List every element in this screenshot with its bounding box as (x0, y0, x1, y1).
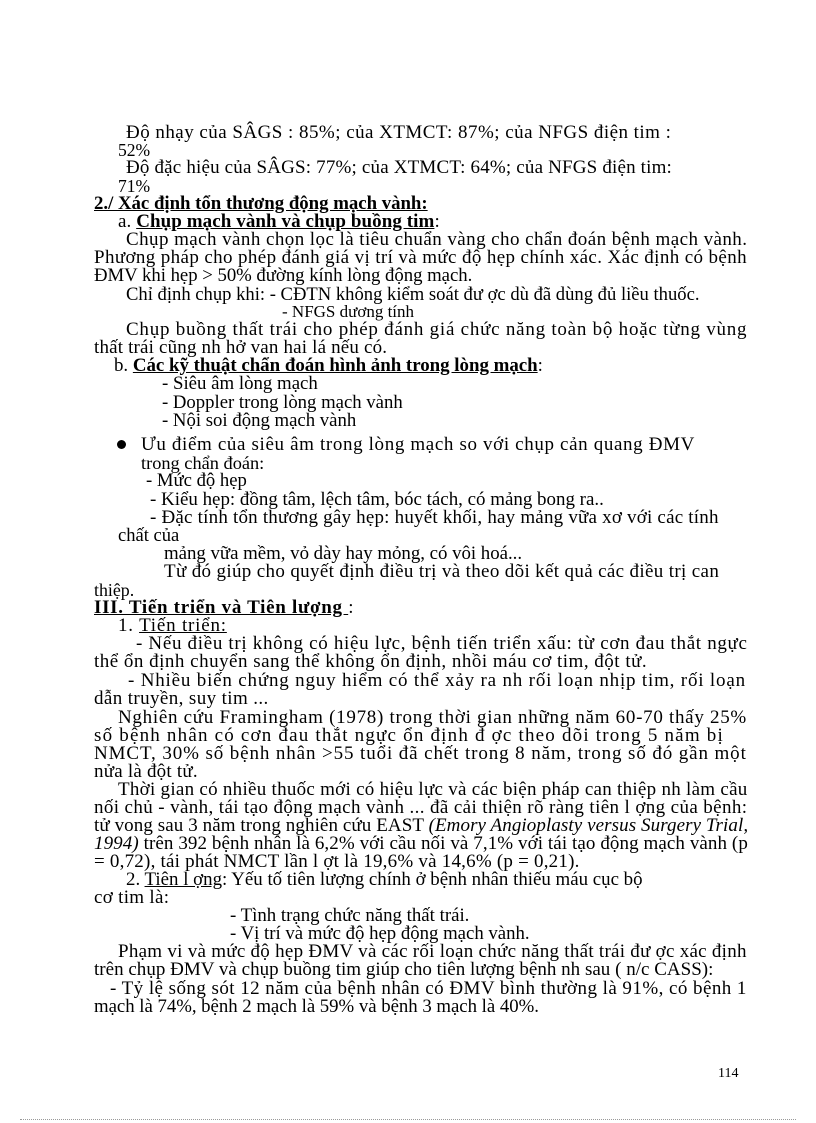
text-line: 52% (118, 140, 151, 160)
text-line: Ưu điểm của siêu âm trong lòng mạch so với chụp cản quang ĐMV (141, 434, 695, 455)
text-line: Chụp mạch vành chọn lọc là tiêu chuẩn vàng cho chẩn đoán bệnh mạch vành. (126, 229, 748, 250)
text-line: 2./ Xác định tổn thương động mạch vành: (94, 193, 428, 214)
text-line: - Tình trạng chức năng thất trái. (230, 905, 470, 926)
text-segment: Các kỹ thuật chẩn đoán hình ảnh trong lòng mạch (132, 355, 538, 376)
text-line: trên chụp ĐMV và chụp buồng tim giúp cho tiên lượng bệnh nh sau ( n/c CASS): (94, 959, 714, 980)
text-segment: Tiến triển: (139, 615, 227, 636)
text-line: mạch là 74%, bệnh 2 mạch là 59% và bệnh 3 mạch là 40%. (94, 996, 539, 1017)
text-line: - Đặc tính tổn thương gây hẹp: huyết khối, hay mảng vữa xơ với các tính (150, 507, 719, 528)
text-line: 71% (118, 176, 151, 196)
text-line: cơ tim là: (94, 887, 170, 908)
text-line: - Mức độ hẹp (146, 470, 247, 491)
text-line: - Tỷ lệ sống sót 12 năm của bệnh nhân có ĐMV bình thường là 91%, có bệnh 1 (110, 978, 747, 999)
text-line: - Nội soi động mạch vành (162, 410, 357, 431)
text-line: dẫn truyền, suy tim ... (94, 688, 269, 709)
text-segment: 2. (126, 869, 145, 890)
text-segment: Tiên l ợng (144, 869, 223, 890)
text-line: nối chủ - vành, tái tạo động mạch vành ... đã cải thiện rõ ràng tiên l ợng của bệnh: (94, 797, 748, 818)
text-segment: tử vong sau 3 năm trong nghiên cứu EAST (94, 815, 429, 836)
page-number: 114 (718, 1066, 739, 1081)
text-segment: : (434, 211, 440, 232)
text-line: Phương pháp cho phép đánh giá vị trí và mức độ hẹp chính xác. Xác định có bệnh (94, 247, 747, 268)
text-line: số bệnh nhân có cơn đau thắt ngực ổn định đ ợc theo dõi trong 5 năm bị (94, 725, 724, 746)
text-line: - Nhiều biến chứng nguy hiểm có thể xảy ra nh rối loạn nhịp tim, rối loạn (128, 670, 746, 691)
page-bottom-border (20, 1119, 796, 1120)
text-segment: a. (118, 211, 137, 232)
text-line (126, 871, 643, 889)
text-line: mảng vữa mềm, vỏ dày hay mỏng, có vôi hoá... (164, 543, 523, 564)
text-line: - Kiểu hẹp: đồng tâm, lệch tâm, bóc tách, có mảng bong ra.. (150, 489, 604, 510)
text-line: nửa là đột tử. (94, 761, 198, 782)
text-segment: : Yếu tố tiên lượng chính ở bệnh nhân thiếu máu cục bộ (222, 869, 643, 890)
text-line: - NFGS dương tính (282, 302, 415, 321)
text-line: Thời gian có nhiều thuốc mới có hiệu lực và các biện pháp can thiệp nh làm cầu (118, 779, 748, 800)
text-line: = 0,72), tái phát NMCT lần l ợt là 19,6% và 14,6% (p = 0,21). (94, 851, 580, 872)
text-line: Độ đặc hiệu của SÂGS: 77%; của XTMCT: 64%; của NFGS điện tim: (126, 157, 672, 178)
text-line: - Nếu điều trị không có hiệu lực, bệnh tiến triển xấu: từ cơn đau thắt ngực (136, 633, 748, 654)
text-segment: : (537, 355, 543, 376)
text-line: thiệp. (94, 580, 135, 600)
text-line: thể ổn định chuyển sang thể không ổn định, nhồi máu cơ tim, đột tử. (94, 651, 648, 672)
text-line: Chỉ định chụp khi: - CĐTN không kiểm soát đư ợc dù đã dùng đủ liều thuốc. (126, 284, 700, 305)
text-segment: 1. (118, 615, 140, 636)
text-segment: III. Tiến triển và Tiên lượng (94, 597, 349, 618)
text-line: chất của (118, 525, 180, 546)
text-line: Phạm vi và mức độ hẹp ĐMV và các rối loạn chức năng thất trái đư ợc xác định (118, 941, 747, 962)
text-line: thất trái cũng nh hở van hai lá nếu có. (94, 337, 388, 358)
text-segment: trên 392 bệnh nhân là 6,2% với cầu nối và 7,1% với tái tạo động mạch vành (p (138, 833, 748, 854)
text-segment: Chụp mạch vành và chụp buồng tim (136, 211, 435, 232)
text-line: - Vị trí và mức độ hẹp động mạch vành. (230, 923, 530, 944)
text-line: - Doppler trong lòng mạch vành (162, 392, 403, 413)
text-line: Từ đó giúp cho quyết định điều trị và theo dõi kết quả các điều trị can (164, 561, 720, 582)
text-line: NMCT, 30% số bệnh nhân >55 tuổi đã chết trong 8 năm, trong số đó gần một (94, 743, 747, 764)
text-line: ĐMV khi hẹp > 50% đường kính lòng động mạch. (94, 265, 473, 286)
text-segment: 1994) (94, 833, 139, 854)
text-line: Chụp buồng thất trái cho phép đánh giá chức năng toàn bộ hoặc từng vùng (126, 319, 748, 340)
text-line: - Siêu âm lòng mạch (162, 373, 318, 394)
text-line: Nghiên cứu Framingham (1978) trong thời gian những năm 60-70 thấy 25% (118, 707, 747, 728)
text-segment: (Emory Angioplasty versus Surgery Trial, (428, 815, 749, 836)
bullet-icon (117, 440, 126, 449)
text-line: Độ nhạy của SÂGS : 85%; của XTMCT: 87%; của NFGS điện tim : (126, 122, 672, 143)
text-segment: : (348, 597, 355, 618)
text-segment: b. (114, 355, 133, 376)
text-line: trong chẩn đoán: (141, 453, 265, 473)
